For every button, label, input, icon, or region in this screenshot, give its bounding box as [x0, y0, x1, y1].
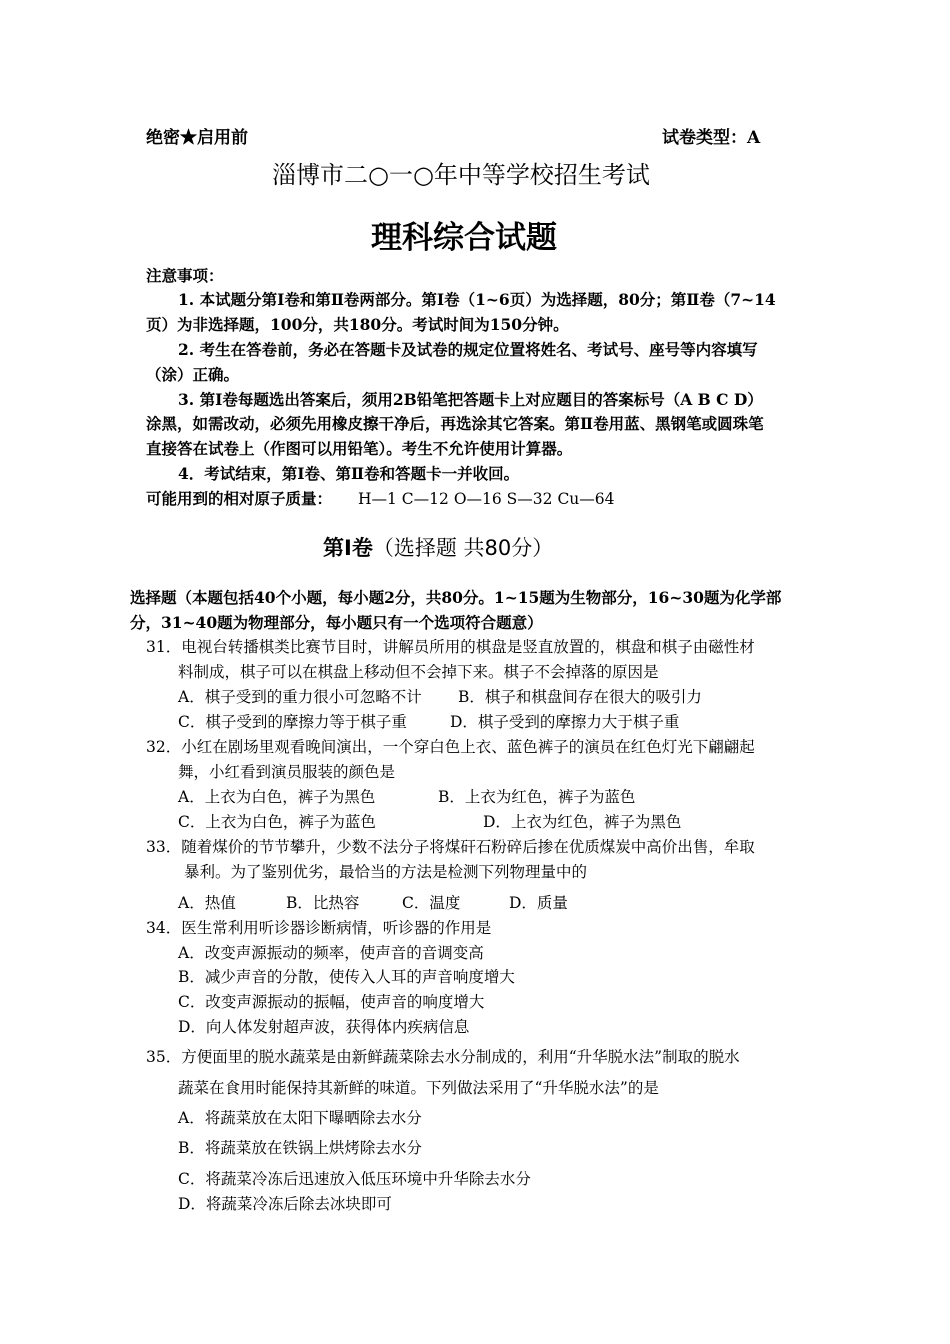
- q33-option-b: B．比热容: [286, 894, 360, 912]
- q31-option-a: A．棋子受到的重力很小可忽略不计: [178, 688, 422, 706]
- q35-option-d: D．将蔬菜冷冻后除去冰块即可: [178, 1195, 392, 1213]
- note-1-line-2: 页）为非选择题，100分，共180分。考试时间为150分钟。: [146, 315, 569, 334]
- atomic-mass-values: H—1 C—12 O—16 S—32 Cu—64: [358, 490, 615, 508]
- q33-option-c: C．温度: [402, 894, 461, 912]
- q31-stem-line-2: 料制成，棋子可以在棋盘上移动但不会掉下来。棋子不会掉落的原因是: [178, 663, 659, 681]
- q32-stem-line-1: 32．小红在剧场里观看晚间演出，一个穿白色上衣、蓝色裤子的演员在红色灯光下翩翩起: [146, 738, 755, 756]
- part1-intro-line-1: 选择题（本题包括40个小题，每小题2分，共80分。1~15题为生物部分，16~30题为化学部: [130, 588, 782, 607]
- q35-option-a: A．将蔬菜放在太阳下曝晒除去水分: [178, 1109, 422, 1127]
- part1-title-bold: 第Ⅰ卷: [323, 536, 373, 560]
- paper-type: 试卷类型：A: [662, 128, 761, 148]
- q32-stem-line-2: 舞，小红看到演员服装的颜色是: [178, 763, 396, 781]
- atomic-mass-label: 可能用到的相对原子质量：: [146, 489, 333, 508]
- notes-heading: 注意事项：: [146, 266, 224, 285]
- q32-option-b: B．上衣为红色，裤子为蓝色: [438, 788, 636, 806]
- note-2-line-1: 2. 考生在答卷前，务必在答题卡及试卷的规定位置将姓名、考试号、座号等内容填写: [178, 340, 758, 359]
- note-4: 4．考试结束，第Ⅰ卷、第Ⅱ卷和答题卡一并收回。: [178, 464, 520, 483]
- q34-option-b: B．减少声音的分散，使传入人耳的声音响度增大: [178, 968, 515, 986]
- part1-title-rest: （选择题 共80分）: [372, 536, 554, 560]
- q31-option-b: B．棋子和棋盘间存在很大的吸引力: [458, 688, 702, 706]
- q35-option-c: C．将蔬菜冷冻后迅速放入低压环境中升华除去水分: [178, 1170, 531, 1188]
- q35-stem-line-2: 蔬菜在食用时能保持其新鲜的味道。下列做法采用了“升华脱水法”的是: [178, 1079, 659, 1097]
- q34-stem: 34．医生常利用听诊器诊断病情，听诊器的作用是: [146, 919, 492, 937]
- q35-option-b: B．将蔬菜放在铁锅上烘烤除去水分: [178, 1139, 422, 1157]
- note-3-line-1: 3. 第Ⅰ卷每题选出答案后，须用2B铅笔把答题卡上对应题目的答案标号（A B C D）: [178, 390, 763, 409]
- subject-title: 理科综合试题: [371, 220, 557, 256]
- exam-title: 淄博市二○一○年中等学校招生考试: [272, 161, 650, 189]
- q34-option-a: A．改变声源振动的频率，使声音的音调变高: [178, 944, 484, 962]
- note-3-line-2: 涂黑，如需改动，必须先用橡皮擦干净后，再选涂其它答案。第Ⅱ卷用蓝、黑钢笔或圆珠笔: [146, 414, 764, 433]
- q31-option-c: C．棋子受到的摩擦力等于棋子重: [178, 713, 407, 731]
- part1-intro-line-2: 分，31~40题为物理部分，每小题只有一个选项符合题意）: [130, 613, 543, 632]
- q33-option-d: D．质量: [509, 894, 568, 912]
- q33-stem-line-1: 33．随着煤价的节节攀升，少数不法分子将煤矸石粉碎后掺在优质煤炭中高价出售，牟取: [146, 838, 755, 856]
- q33-option-a: A．热值: [178, 894, 236, 912]
- q34-option-c: C．改变声源振动的振幅，使声音的响度增大: [178, 993, 485, 1011]
- note-2-line-2: （涂）正确。: [146, 365, 240, 384]
- q34-option-d: D．向人体发射超声波，获得体内疾病信息: [178, 1018, 470, 1036]
- q32-option-a: A．上衣为白色，裤子为黑色: [178, 788, 376, 806]
- note-3-line-3: 直接答在试卷上（作图可以用铅笔）。考生不允许使用计算器。: [146, 439, 573, 458]
- q35-stem-line-1: 35．方便面里的脱水蔬菜是由新鲜蔬菜除去水分制成的，利用“升华脱水法”制取的脱水: [146, 1048, 740, 1066]
- q31-stem-line-1: 31．电视台转播棋类比赛节目时，讲解员所用的棋盘是竖直放置的，棋盘和棋子由磁性材: [146, 638, 755, 656]
- note-1-line-1: 1. 本试题分第Ⅰ卷和第Ⅱ卷两部分。第Ⅰ卷（1~6页）为选择题，80分；第Ⅱ卷（7~14: [178, 290, 776, 309]
- q32-option-c: C．上衣为白色，裤子为蓝色: [178, 813, 376, 831]
- q33-stem-line-2: 暴利。为了鉴别优劣，最恰当的方法是检测下列物理量中的: [184, 863, 588, 881]
- q32-option-d: D．上衣为红色，裤子为黑色: [483, 813, 682, 831]
- q31-option-d: D．棋子受到的摩擦力大于棋子重: [450, 713, 680, 731]
- confidential-mark: 绝密★启用前: [146, 128, 248, 148]
- part1-title: [323, 534, 553, 562]
